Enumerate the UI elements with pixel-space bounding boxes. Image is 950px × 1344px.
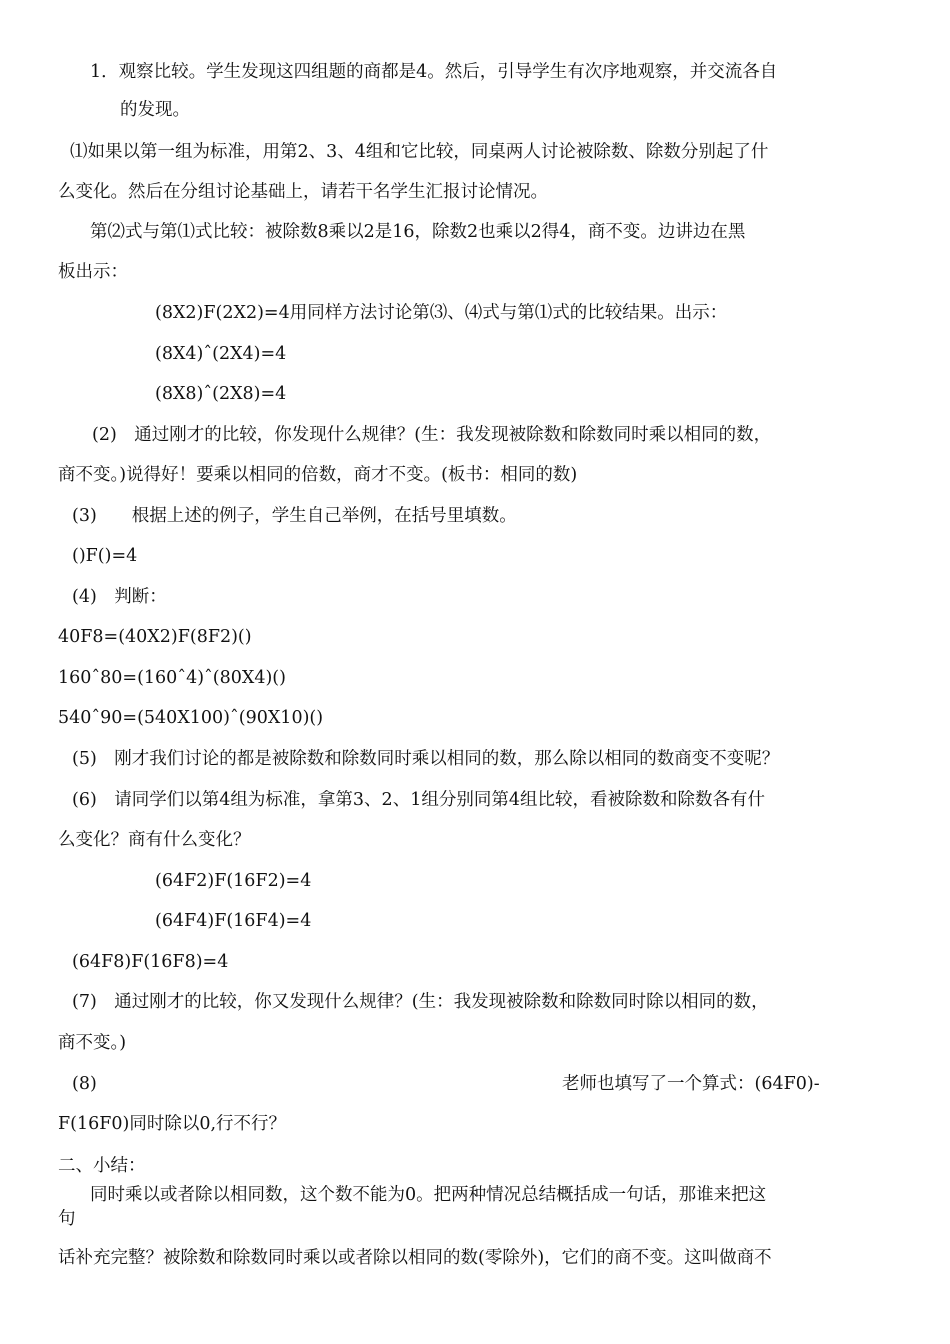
text-line: 么变化？商有什么变化？ (58, 830, 251, 850)
text-line: 的发现。 (120, 100, 190, 120)
text-line: (4) 判断： (72, 587, 167, 607)
text-line: (7) 通过刚才的比较，你又发现什么规律？(生：我发现被除数和除数同时除以相同的数， (72, 992, 769, 1012)
text-line: (6) 请同学们以第4组为标准，拿第3、2、1组分别同第4组比较，看被除数和除数各有什 (72, 790, 765, 810)
text-line: 话补充完整？被除数和除数同时乘以或者除以相同的数(零除外)，它们的商不变。这叫做商不 (58, 1248, 772, 1268)
text-line: (64F4)F(16F4)=4 (155, 911, 312, 931)
text-line: 同时乘以或者除以相同数，这个数不能为0。把两种情况总结概括成一句话，那谁来把这 (90, 1185, 767, 1205)
text-line: (8X2)F(2X2)=4用同样方法讨论第⑶、⑷式与第⑴式的比较结果。出示： (155, 303, 728, 323)
text-line: (64F2)F(16F2)=4 (155, 871, 312, 891)
text-line: (2) 通过刚才的比较，你发现什么规律？(生：我发现被除数和除数同时乘以相同的数， (92, 425, 772, 445)
section-heading: 二、小结： (58, 1156, 146, 1176)
text-line: ()F()=4 (72, 546, 138, 566)
text-line: 商不变。) (58, 1033, 127, 1053)
text-line: (8X8)ˆ(2X8)=4 (155, 384, 287, 404)
text-line: 老师也填写了一个算式：(64F0)- (562, 1074, 820, 1094)
text-line: 第⑵式与第⑴式比较：被除数8乘以2是16，除数2也乘以2得4，商不变。边讲边在黑 (90, 222, 746, 242)
text-line: 40F8=(40X2)F(8F2)() (58, 627, 252, 647)
text-line: 1．观察比较。学生发现这四组题的商都是4。然后，引导学生有次序地观察，并交流各自 (90, 62, 778, 82)
text-line: (8X4)ˆ(2X4)=4 (155, 344, 287, 364)
text-line: 么变化。然后在分组讨论基础上，请若干名学生汇报讨论情况。 (58, 182, 548, 202)
text-line: (3) 根据上述的例子，学生自己举例，在括号里填数。 (72, 506, 517, 526)
text-line: 句 (58, 1209, 76, 1229)
text-line: F(16F0)同时除以0,行不行？ (58, 1114, 287, 1134)
text-line: (64F8)F(16F8)=4 (72, 952, 229, 972)
text-line: (5) 刚才我们讨论的都是被除数和除数同时乘以相同的数，那么除以相同的数商变不变呢？ (72, 749, 780, 769)
text-line: ⑴如果以第一组为标准，用第2、3、4组和它比较，同桌两人讨论被除数、除数分别起了什 (70, 142, 769, 162)
text-line: (8) (72, 1074, 97, 1094)
text-line: 商不变。)说得好！要乘以相同的倍数，商才不变。(板书：相同的数) (58, 465, 578, 485)
text-line: 160ˆ80=(160ˆ4)ˆ(80X4)() (58, 668, 286, 688)
text-line: 板出示： (58, 262, 128, 282)
text-line: 540ˆ90=(540X100)ˆ(90X10)() (58, 708, 324, 728)
